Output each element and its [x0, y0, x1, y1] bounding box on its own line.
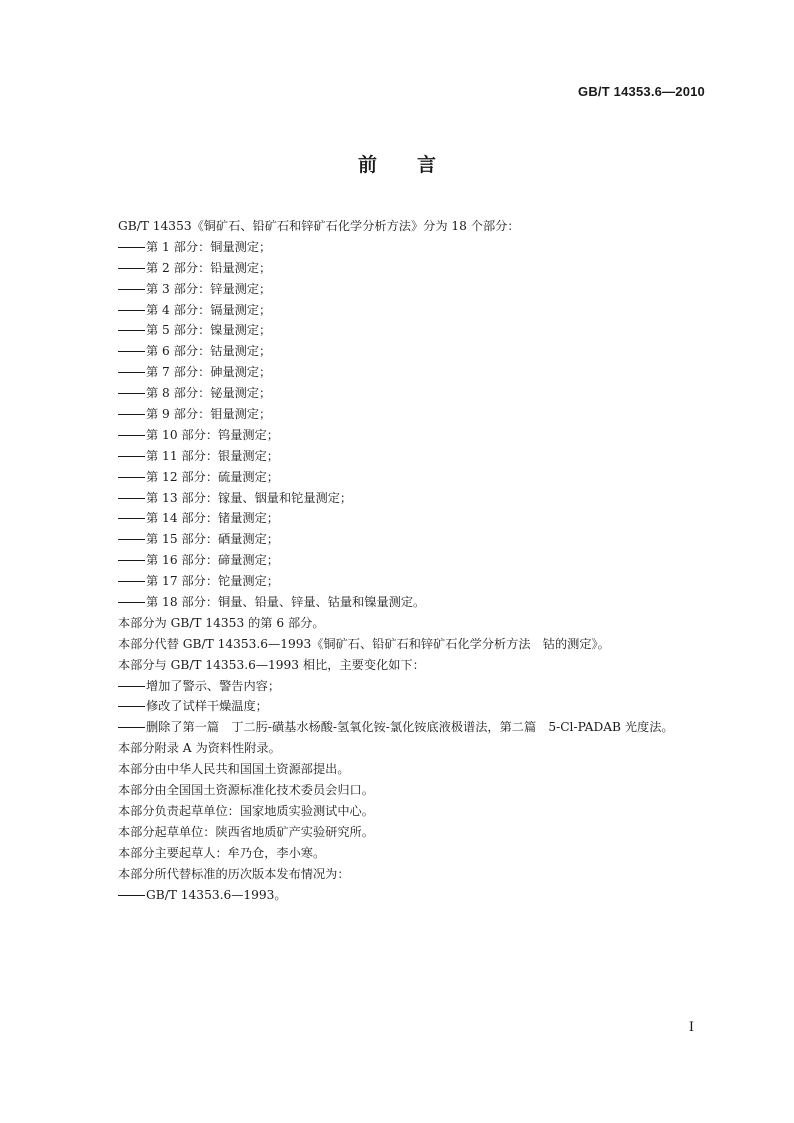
em-dash: [118, 393, 145, 394]
list-item: 第 17 部分：铊量测定；: [118, 571, 708, 592]
statement-line: 本部分附录 A 为资料性附录。: [118, 741, 281, 756]
statement-line: 本部分所代替标准的历次版本发布情况为：: [118, 866, 350, 881]
statement-replace: 本部分代替 GB/T 14353.6—1993《铜矿石、铅矿石和锌矿石化学分析方法 钴的测定》。: [118, 636, 610, 651]
statement-part: 本部分为 GB/T 14353 的第 6 部分。: [118, 615, 325, 630]
em-dash: [118, 289, 145, 290]
list-item: 第 12 部分：硫量测定；: [118, 467, 708, 488]
em-dash: [118, 686, 145, 687]
statements-list: [118, 738, 708, 884]
em-dash: [118, 435, 145, 436]
statement-changes: 本部分与 GB/T 14353.6—1993 相比，主要变化如下：: [118, 657, 425, 672]
list-item: 第 5 部分：镍量测定；: [118, 320, 708, 341]
em-dash: [118, 581, 145, 582]
intro-paragraph: GB/T 14353《铜矿石、铅矿石和锌矿石化学分析方法》分为 18 个部分：: [118, 219, 520, 233]
statement-line: 本部分起草单位：陕西省地质矿产实验研究所。: [118, 824, 374, 839]
em-dash: [118, 310, 145, 311]
em-dash: [118, 330, 145, 331]
list-item: 第 18 部分：铜量、铅量、锌量、钴量和镍量测定。: [118, 592, 708, 613]
list-item: 第 6 部分：钴量测定；: [118, 341, 708, 362]
list-item: 第 9 部分：钼量测定；: [118, 404, 708, 425]
list-item: 第 1 部分：铜量测定；: [118, 237, 708, 258]
foreword-body: [118, 216, 708, 905]
em-dash: [118, 706, 145, 707]
em-dash: [118, 727, 145, 728]
list-item: 增加了警示、警告内容；: [118, 676, 708, 697]
em-dash: [118, 414, 145, 415]
em-dash: [118, 456, 145, 457]
list-item: 第 10 部分：钨量测定；: [118, 425, 708, 446]
parts-list: [118, 237, 708, 613]
list-item: 第 7 部分：砷量测定；: [118, 362, 708, 383]
em-dash: [118, 372, 145, 373]
statement-line: 本部分由中华人民共和国国土资源部提出。: [118, 762, 350, 777]
list-item: 第 14 部分：锗量测定；: [118, 508, 708, 529]
em-dash: [118, 518, 145, 519]
list-item: 第 3 部分：锌量测定；: [118, 279, 708, 300]
list-item: 修改了试样干燥温度；: [118, 696, 708, 717]
list-item: 第 13 部分：镓量、铟量和铊量测定；: [118, 488, 708, 509]
list-item: 删除了第一篇 丁二肟-磺基水杨酸-氢氧化铵-氯化铵底液极谱法，第二篇 5-Cl-PADAB 光度法。: [118, 717, 708, 738]
page-title: 前言: [357, 154, 476, 176]
em-dash: [118, 539, 145, 540]
em-dash: [118, 477, 145, 478]
em-dash: [118, 351, 145, 352]
em-dash: [118, 247, 145, 248]
em-dash: [118, 560, 145, 561]
list-item: 第 8 部分：铋量测定；: [118, 383, 708, 404]
em-dash: [118, 498, 145, 499]
changes-list: [118, 676, 708, 739]
list-item: 第 4 部分：镉量测定；: [118, 300, 708, 321]
page-number: I: [688, 1020, 694, 1035]
statement-line: 本部分由全国国土资源标准化技术委员会归口。: [118, 783, 374, 798]
list-item: 第 15 部分：硒量测定；: [118, 529, 708, 550]
list-item: 第 11 部分：银量测定；: [118, 446, 708, 467]
em-dash: [118, 895, 145, 896]
statement-line: 本部分负责起草单位：国家地质实验测试中心。: [118, 803, 374, 818]
statement-line: 本部分主要起草人：牟乃仓，李小寒。: [118, 845, 326, 860]
em-dash: [118, 602, 145, 603]
history-list: [118, 885, 708, 906]
em-dash: [118, 268, 145, 269]
list-item: 第 2 部分：铅量测定；: [118, 258, 708, 279]
list-item: 第 16 部分：碲量测定；: [118, 550, 708, 571]
list-item: GB/T 14353.6—1993。: [118, 885, 708, 906]
standard-code: GB/T 14353.6—2010: [578, 84, 705, 99]
